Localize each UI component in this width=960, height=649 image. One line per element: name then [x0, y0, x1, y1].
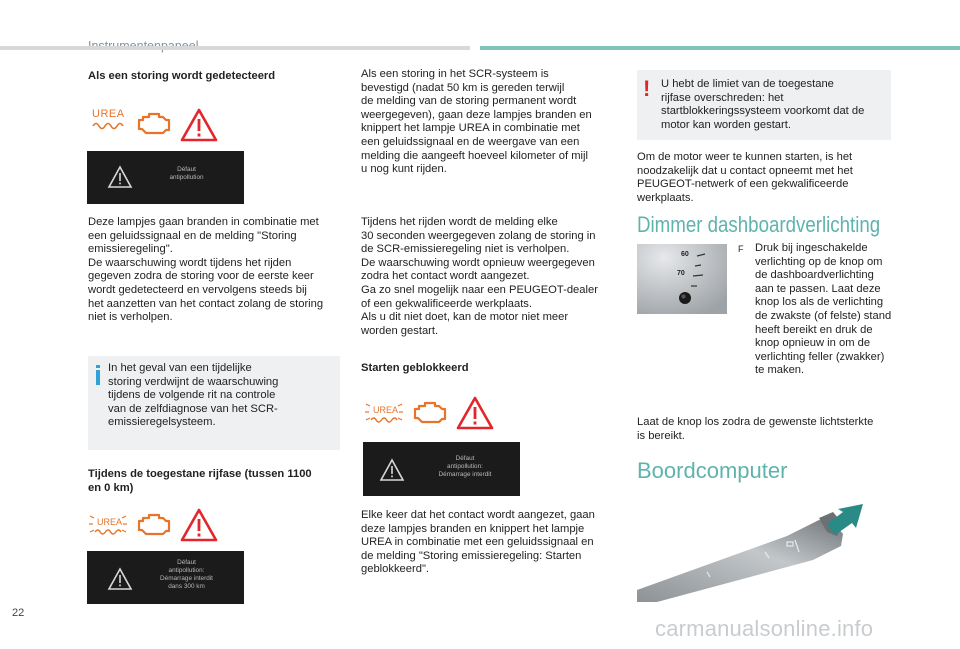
bullet-text: Druk bij ingeschakelde verlichting op de knop om de dashboardverlichting aan te passen. Laat deze knop los als de verlichting de zwakste (of felste) stand heeft bereikt en druk de knop opnieuw in om de verlichting feller (zwakker) te maken.	[755, 242, 892, 377]
paragraph: Als een storing in het SCR-systeem is bevestigd (nadat 50 km is gereden terwijl de melding van de storing permanent wordt weergegeven), gaan deze lampjes branden en knippert het lampje UREA in combinatie met een geluidssignaal en de weergave van een melding die aangeeft hoeveel kilometer of mijl u nog kunt rijden.	[361, 68, 592, 176]
heading-allowed-phase: Tijdens de toegestane rijfase (tussen 1100 en 0 km)	[88, 468, 312, 494]
page-number: 22	[12, 607, 25, 619]
gauge-label: 70	[677, 270, 685, 277]
header-rule-right	[480, 46, 960, 50]
paragraph: Om de motor weer te kunnen starten, is het noodzakelijk dat u contact opneemt met het PEUGEOT-netwerk of een gekwalificeerde werkplaats.	[637, 151, 853, 204]
urea-icon: UREA	[92, 108, 126, 132]
gauge-label: 60	[681, 251, 689, 258]
multifunction-display	[87, 151, 244, 204]
bullet-arrow-icon: F	[738, 244, 744, 254]
display-message: Défaut antipollution	[169, 166, 204, 181]
display-warning-icon	[107, 567, 133, 591]
paragraph: Elke keer dat het contact wordt aangezet, gaan deze lampjes branden en knippert het lampje UREA in combinatie met een geluidssignaal en de melding "Storing emissieregeling: Starten geblokkeerd".	[361, 509, 595, 576]
warning-exclamation-icon: !	[643, 76, 651, 101]
warning-lamps-row	[92, 108, 222, 144]
section-title-trip-computer: Boordcomputer	[637, 458, 788, 483]
urea-flashing-icon: UREA	[364, 398, 404, 428]
urea-flashing-icon: UREA	[88, 510, 128, 540]
multifunction-display	[363, 442, 520, 496]
dimmer-button-illustration	[637, 244, 727, 314]
warning-lamps-row	[364, 396, 494, 432]
multifunction-display	[87, 551, 244, 604]
warning-note-text: U hebt de limiet van de toegestane rijfase overschreden: het startblokkeringssysteem voorkomt dat de motor kan worden gestart.	[661, 78, 865, 131]
watermark: carmanualsonline.info	[655, 616, 874, 641]
info-note	[88, 356, 340, 450]
warning-triangle-icon	[180, 508, 218, 542]
display-warning-icon	[107, 165, 133, 189]
display-message: Défaut antipollution: Démarrage interdit dans 300 km	[160, 559, 213, 590]
paragraph: Deze lampjes gaan branden in combinatie met een geluidssignaal en de melding "Storing emissieregeling". De waarschuwing wordt tijdens het rijden gegeven zodra de storing voor de eerste keer wordt gedetecteerd en vervolgens steeds bij het aanzetten van het contact zolang de storing niet is verholpen.	[88, 216, 324, 324]
warning-triangle-icon	[180, 108, 218, 142]
paragraph: Laat de knop los zodra de gewenste lichtsterkte is bereikt.	[637, 416, 874, 442]
display-warning-icon	[379, 458, 405, 482]
warning-triangle-icon	[456, 396, 494, 430]
engine-icon	[136, 511, 172, 539]
warning-lamps-row	[88, 508, 218, 544]
heading-start-blocked: Starten geblokkeerd	[361, 362, 469, 374]
engine-icon	[412, 399, 448, 427]
wiper-stalk-illustration	[637, 500, 887, 602]
engine-icon	[136, 110, 172, 138]
warning-note	[637, 70, 891, 140]
info-icon	[96, 365, 100, 368]
display-message: Défaut antipollution: Démarrage interdit	[438, 455, 492, 478]
paragraph: Tijdens het rijden wordt de melding elke 30 seconden weergegeven zolang de storing in de SCR-emissieregeling niet is verholpen. De waarschuwing wordt opnieuw weergegeven zodra het contact wordt aangezet. Ga zo snel mogelijk naar een PEUGEOT-dealer of een gekwalificeerde werkplaats. Als u dit niet doet, kan de motor niet meer worden gestart.	[361, 216, 598, 337]
heading-fault-detected: Als een storing wordt gedetecteerd	[88, 70, 276, 82]
section-title-dimmer: Dimmer dashboardverlichting	[637, 212, 881, 237]
info-note-text: In het geval van een tijdelijke storing verdwijnt de waarschuwing tijdens de volgende rit na controle van de zelfdiagnose van het SCR- emissieregelsysteem.	[108, 362, 279, 429]
header-rule-left	[0, 46, 470, 50]
